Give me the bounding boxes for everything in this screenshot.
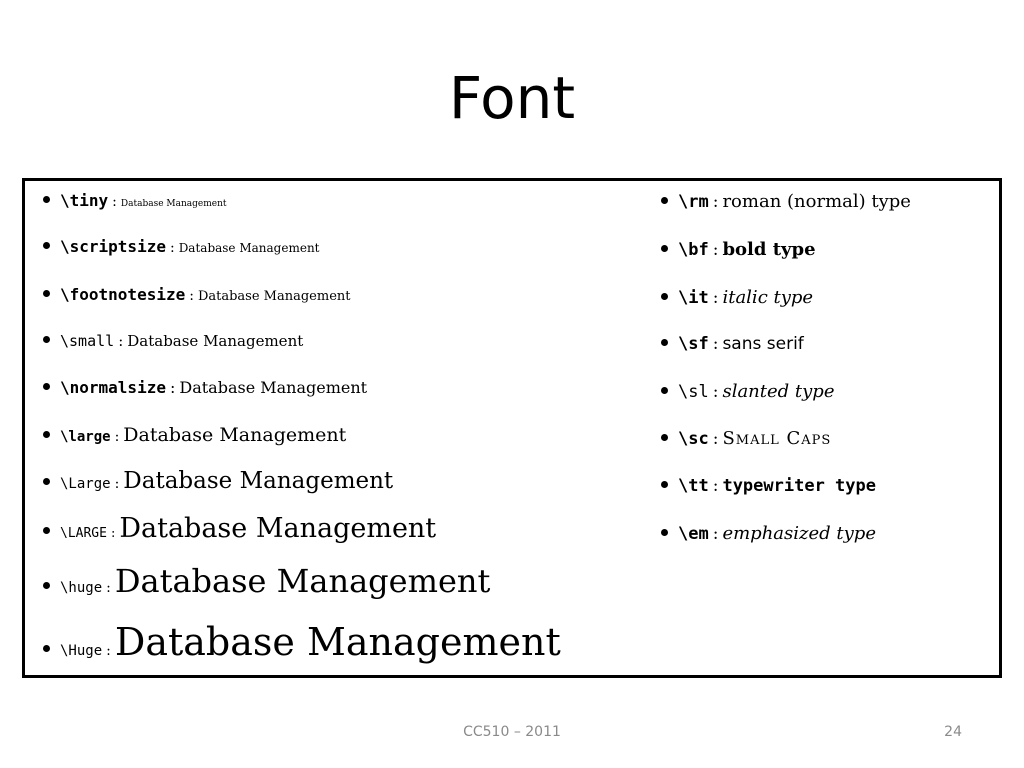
sample-text: Database Management <box>123 424 347 446</box>
command-label: \normalsize <box>60 378 166 397</box>
sample-text: bold type <box>722 239 816 260</box>
list-item-tiny <box>43 193 227 209</box>
bullet-icon <box>43 383 50 390</box>
page-number: 24 <box>944 724 962 740</box>
command-label: \large <box>60 429 111 445</box>
list-item-rm <box>661 193 911 211</box>
bullet-icon <box>43 242 50 249</box>
separator: : <box>169 378 176 397</box>
separator: : <box>112 194 117 210</box>
list-item-footnotesize <box>43 287 351 303</box>
command-label: \bf <box>678 240 709 260</box>
sample-text: Database Management <box>127 332 304 350</box>
list-item-large <box>43 426 346 445</box>
list-item-scriptsize <box>43 239 320 255</box>
list-item-small <box>43 334 303 349</box>
list-item-sl <box>661 383 834 401</box>
sample-text: typewriter type <box>722 476 876 496</box>
slide-footer: CC510 – 2011 <box>463 724 561 740</box>
bullet-icon <box>661 387 668 394</box>
sample-text: italic type <box>722 287 814 308</box>
sample-text: slanted type <box>722 381 835 402</box>
list-item-em <box>661 525 876 543</box>
bullet-icon <box>43 527 50 534</box>
bullet-icon <box>43 645 50 652</box>
command-label: \Huge <box>60 643 103 659</box>
command-label: \tiny <box>60 191 109 210</box>
list-item-bf <box>661 241 816 259</box>
sample-text: emphasized type <box>722 523 876 544</box>
sample-text: sans serif <box>722 334 804 354</box>
sample-text: Database Management <box>123 468 394 494</box>
bullet-icon <box>43 478 50 485</box>
command-label: \sf <box>678 334 709 354</box>
separator: : <box>712 476 719 496</box>
command-label: \LARGE <box>60 526 107 541</box>
bullet-icon <box>661 529 668 536</box>
separator: : <box>169 240 175 256</box>
sample-text: Small Caps <box>722 428 832 449</box>
font-size-figure <box>22 178 1002 678</box>
list-item-Huge <box>43 620 561 664</box>
bullet-icon <box>43 431 50 438</box>
separator: : <box>712 382 719 402</box>
bullet-icon <box>43 196 50 203</box>
command-label: \sc <box>678 429 709 449</box>
list-item-sc <box>661 430 831 448</box>
list-item-huge <box>43 562 491 600</box>
list-item-Large <box>43 470 393 493</box>
command-label: \huge <box>60 580 103 596</box>
separator: : <box>118 332 124 350</box>
bullet-icon <box>661 339 668 346</box>
separator: : <box>712 192 719 212</box>
separator: : <box>712 288 719 308</box>
list-item-it <box>661 289 813 307</box>
sample-text: Database Management <box>114 562 491 600</box>
command-label: \tt <box>678 476 709 496</box>
separator: : <box>712 240 719 260</box>
separator: : <box>712 334 719 354</box>
sample-text: Database Management <box>197 289 351 304</box>
command-label: \rm <box>678 192 709 212</box>
command-label: \Large <box>60 476 111 492</box>
list-item-tt <box>661 478 876 495</box>
bullet-icon <box>661 293 668 300</box>
command-label: \small <box>60 332 115 350</box>
list-item-sf <box>661 336 804 353</box>
slide-title: Font <box>448 64 576 132</box>
sample-text: roman (normal) type <box>722 191 911 212</box>
bullet-icon <box>43 582 50 589</box>
list-item-LARGE <box>43 515 436 542</box>
bullet-icon <box>661 481 668 488</box>
separator: : <box>106 643 111 659</box>
command-label: \footnotesize <box>60 285 186 304</box>
separator: : <box>114 429 120 445</box>
sample-text: Database Management <box>178 241 320 255</box>
bullet-icon <box>43 290 50 297</box>
sample-text: Database Management <box>119 513 437 544</box>
separator: : <box>114 476 120 492</box>
separator: : <box>712 524 719 544</box>
separator: : <box>106 580 111 596</box>
sample-text: Database Management <box>120 199 227 209</box>
command-label: \scriptsize <box>60 237 166 256</box>
sample-text: Database Management <box>179 378 368 397</box>
list-item-normalsize <box>43 380 367 396</box>
bullet-icon <box>661 245 668 252</box>
sample-text: Database Management <box>114 620 561 664</box>
bullet-icon <box>661 197 668 204</box>
separator: : <box>189 288 194 304</box>
bullet-icon <box>43 336 50 343</box>
bullet-icon <box>661 434 668 441</box>
command-label: \em <box>678 524 709 544</box>
separator: : <box>712 429 719 449</box>
command-label: \sl <box>678 382 709 402</box>
separator: : <box>110 526 116 541</box>
command-label: \it <box>678 288 709 308</box>
